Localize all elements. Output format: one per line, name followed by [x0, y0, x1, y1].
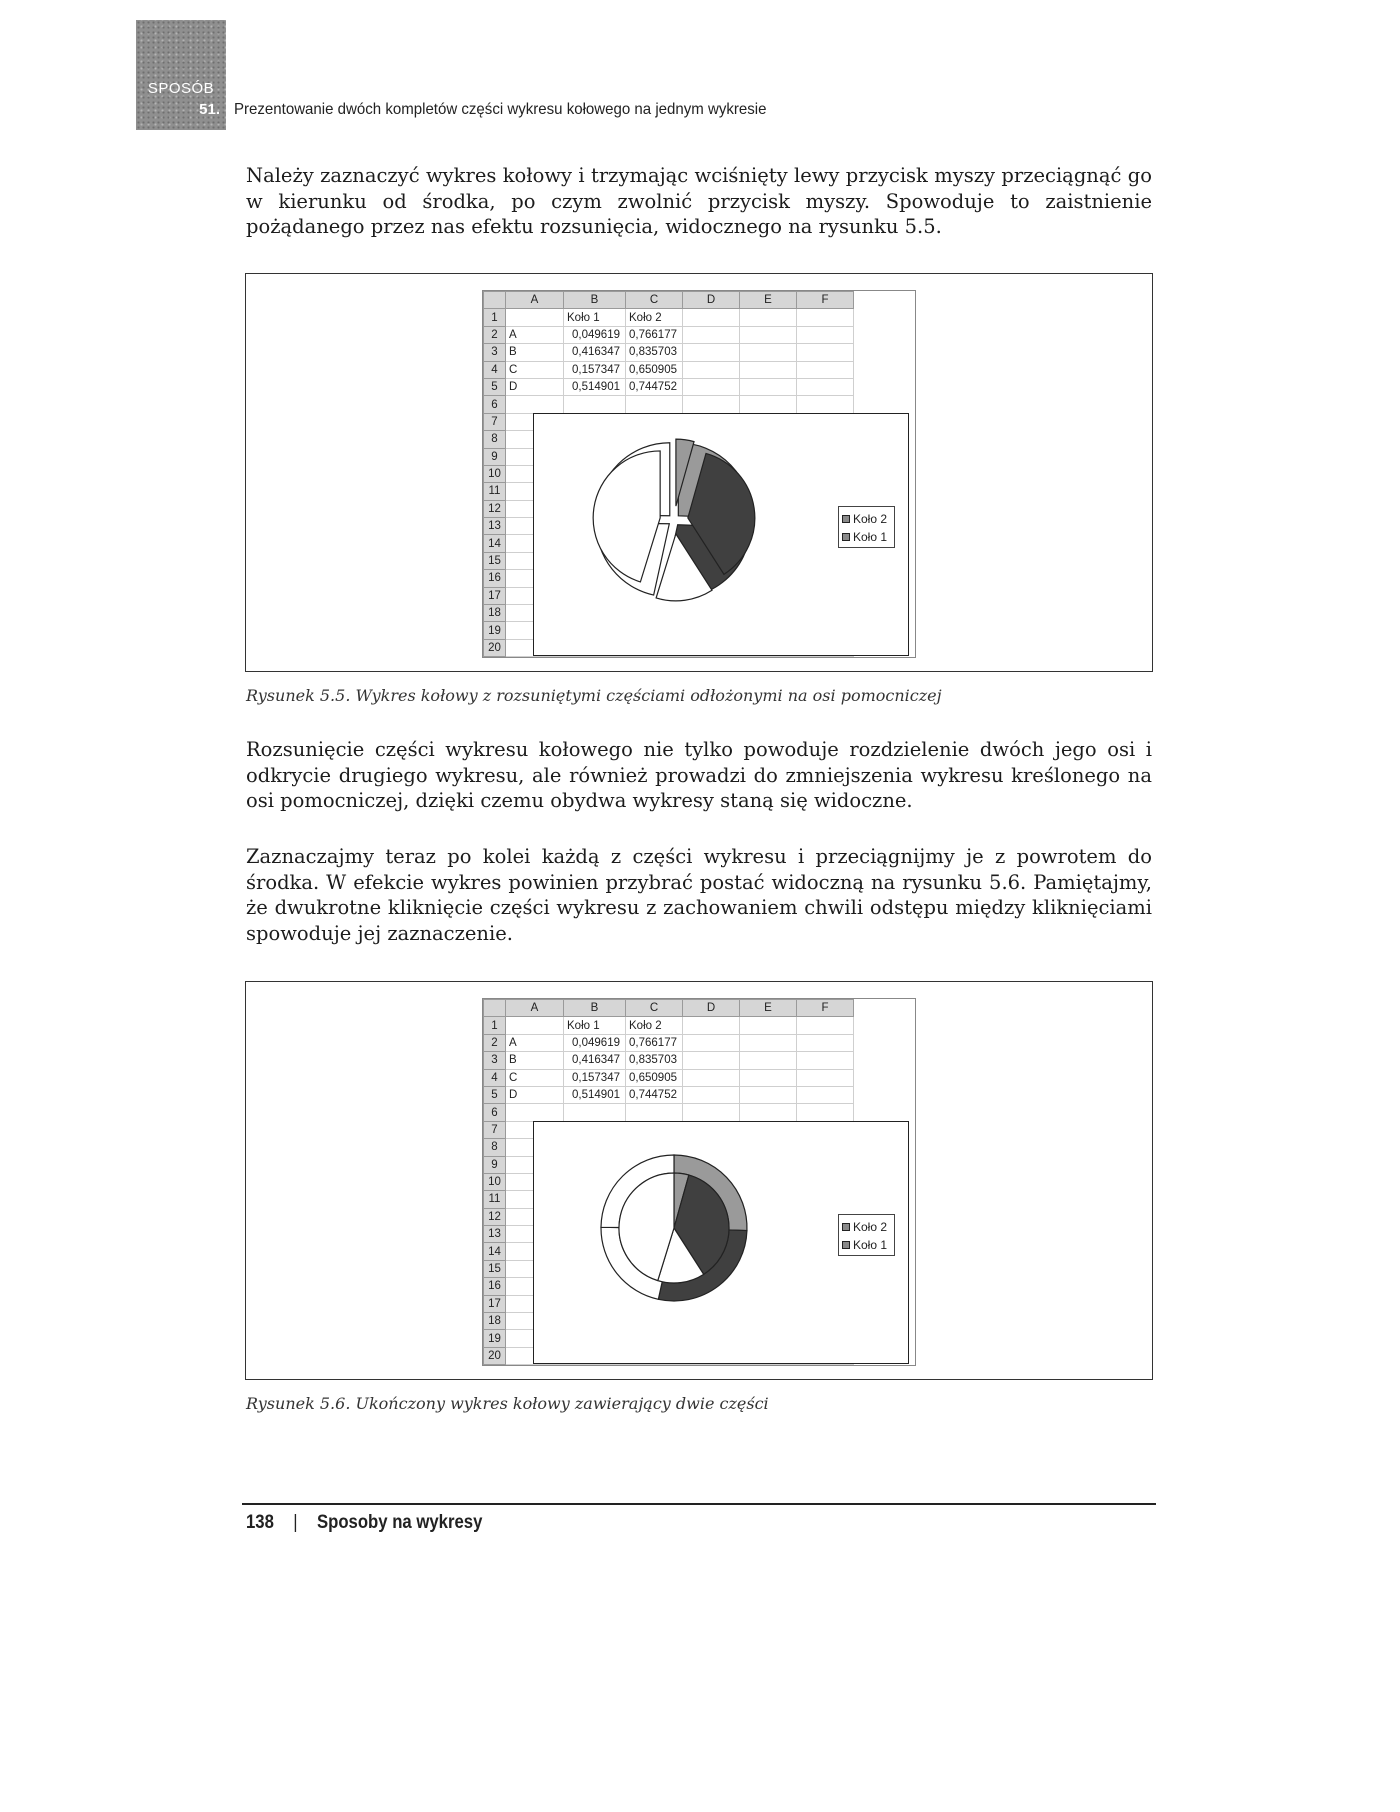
cell[interactable] — [740, 1052, 797, 1069]
row-header[interactable]: 14 — [484, 1243, 506, 1260]
cell[interactable]: D — [506, 378, 564, 395]
page-number: 138 — [246, 1512, 274, 1533]
cell[interactable] — [683, 1017, 740, 1034]
column-header[interactable]: F — [797, 292, 854, 309]
column-header[interactable]: D — [683, 292, 740, 309]
row-header[interactable]: 20 — [484, 639, 506, 656]
cell[interactable]: Koło 1 — [564, 1017, 626, 1034]
cell[interactable]: 0,514901 — [564, 378, 626, 395]
legend-item-kolo-2 — [842, 1218, 894, 1236]
row-header[interactable]: 12 — [484, 500, 506, 517]
row-header[interactable]: 7 — [484, 1121, 506, 1138]
paragraph-3: Zaznaczajmy teraz po kolei każdą z części wykresu i przeciągnijmy je z powrotem do środka. W efekcie wykres powinien przybrać postać widoczną na rysunku 5.6. Pamiętajmy, że dwukrotne kliknięcie części wykresu z zachowaniem chwili odstępu między kliknięciami spowoduje jej zaznaczenie. — [246, 845, 1152, 945]
row-header[interactable]: 2 — [484, 326, 506, 343]
cell[interactable]: 0,766177 — [626, 326, 683, 343]
row-header[interactable]: 16 — [484, 570, 506, 587]
cell[interactable]: 0,416347 — [564, 1052, 626, 1069]
row-header[interactable]: 1 — [484, 309, 506, 326]
cell[interactable] — [797, 1052, 854, 1069]
column-header[interactable]: A — [506, 292, 564, 309]
cell[interactable]: D — [506, 1086, 564, 1103]
spreadsheet — [482, 998, 916, 1366]
figure-5-6 — [245, 981, 1153, 1380]
cell[interactable]: B — [506, 344, 564, 361]
legend-swatch — [842, 533, 850, 541]
cell[interactable] — [506, 1017, 564, 1034]
cell[interactable] — [740, 361, 797, 378]
cell[interactable] — [740, 1086, 797, 1103]
cell[interactable]: C — [506, 361, 564, 378]
row-header[interactable]: 15 — [484, 552, 506, 569]
legend-item-kolo-2 — [842, 510, 894, 528]
cell[interactable]: A — [506, 1034, 564, 1051]
column-header[interactable]: C — [626, 292, 683, 309]
row-header[interactable]: 1 — [484, 1017, 506, 1034]
table-row — [484, 1086, 854, 1103]
row-header[interactable]: 10 — [484, 1173, 506, 1190]
paragraph-1: Należy zaznaczyć wykres kołowy i trzymając wciśnięty lewy przycisk myszy przeciągnąć go w kierunku od środka, po czym zwolnić przycisk myszy. Spowoduje to zaistnienie pożądanego przez nas efektu rozsunięcia, widocznego na rysunku 5.5. — [246, 164, 1152, 238]
chart-legend — [838, 506, 895, 548]
row-header[interactable]: 12 — [484, 1208, 506, 1225]
table-row — [484, 1052, 854, 1069]
cell[interactable]: 0,514901 — [564, 1086, 626, 1103]
cell[interactable] — [683, 378, 740, 395]
table-row — [484, 378, 854, 395]
cell[interactable]: 0,416347 — [564, 344, 626, 361]
row-header[interactable]: 6 — [484, 396, 506, 413]
cell[interactable] — [564, 1104, 626, 1121]
legend-label: Koło 2 — [853, 512, 888, 526]
cell[interactable] — [797, 309, 854, 326]
cell[interactable] — [797, 344, 854, 361]
cell[interactable] — [626, 1104, 683, 1121]
chart-area — [533, 1121, 909, 1364]
cell[interactable] — [740, 1034, 797, 1051]
cell[interactable] — [740, 326, 797, 343]
row-header[interactable]: 16 — [484, 1278, 506, 1295]
cell[interactable] — [740, 1017, 797, 1034]
row-header[interactable]: 9 — [484, 448, 506, 465]
select-all-corner[interactable] — [484, 1000, 506, 1017]
spreadsheet — [482, 290, 916, 658]
table-row — [484, 361, 854, 378]
cell[interactable] — [683, 326, 740, 343]
figure-caption-1: Rysunek 5.5. Wykres kołowy z rozsuniętymi częściami odłożonymi na osi pomocniczej — [246, 686, 942, 705]
table-row — [484, 1104, 854, 1121]
table-row — [484, 1034, 854, 1051]
table-row — [484, 309, 854, 326]
row-header[interactable]: 20 — [484, 1347, 506, 1364]
cell[interactable] — [683, 1069, 740, 1086]
row-header[interactable]: 6 — [484, 1104, 506, 1121]
row-header[interactable]: 8 — [484, 431, 506, 448]
row-header[interactable]: 13 — [484, 518, 506, 535]
row-header[interactable]: 19 — [484, 1330, 506, 1347]
cell[interactable] — [564, 396, 626, 413]
row-header[interactable]: 7 — [484, 413, 506, 430]
cell[interactable] — [797, 361, 854, 378]
row-header[interactable]: 18 — [484, 1313, 506, 1330]
cell[interactable] — [506, 396, 564, 413]
cell[interactable] — [683, 344, 740, 361]
column-header[interactable]: E — [740, 292, 797, 309]
legend-swatch — [842, 1223, 850, 1231]
legend-swatch — [842, 1241, 850, 1249]
legend-label: Koło 1 — [853, 530, 888, 544]
cell[interactable] — [797, 326, 854, 343]
running-header-title: Prezentowanie dwóch kompletów części wykresu kołowego na jednym wykresie — [234, 101, 767, 118]
cell[interactable]: 0,835703 — [626, 344, 683, 361]
cell[interactable]: B — [506, 1052, 564, 1069]
cell[interactable]: 0,650905 — [626, 1069, 683, 1086]
row-header[interactable]: 4 — [484, 1069, 506, 1086]
column-header[interactable]: B — [564, 292, 626, 309]
select-all-corner[interactable] — [484, 292, 506, 309]
cell[interactable] — [797, 1034, 854, 1051]
cell[interactable]: 0,650905 — [626, 361, 683, 378]
column-header[interactable]: A — [506, 1000, 564, 1017]
figure-caption-2: Rysunek 5.6. Ukończony wykres kołowy zawierający dwie części — [246, 1394, 769, 1413]
cell[interactable]: A — [506, 326, 564, 343]
legend-label: Koło 1 — [853, 1238, 888, 1252]
cell[interactable]: 0,157347 — [564, 361, 626, 378]
cell[interactable] — [683, 361, 740, 378]
cell[interactable] — [683, 309, 740, 326]
legend-item-kolo-1 — [842, 1236, 894, 1254]
row-header[interactable]: 5 — [484, 378, 506, 395]
row-header[interactable]: 10 — [484, 465, 506, 482]
book-title: Sposoby na wykresy — [316, 1512, 483, 1533]
row-header[interactable]: 2 — [484, 1034, 506, 1051]
cell[interactable] — [683, 396, 740, 413]
cell[interactable]: Koło 2 — [626, 1017, 683, 1034]
chart-legend — [838, 1214, 895, 1256]
legend-item-kolo-1 — [842, 528, 894, 546]
row-header[interactable]: 17 — [484, 587, 506, 604]
paragraph-2: Rozsunięcie części wykresu kołowego nie tylko powoduje rozdzielenie dwóch jego osi i odkrycie drugiego wykresu, ale również prowadzi do zmniejszenia wykresu kreślonego na osi pomocniczej, dzięki czemu obydwa wykresy staną się widoczne. — [246, 738, 1152, 812]
cell[interactable] — [797, 396, 854, 413]
column-header[interactable]: B — [564, 1000, 626, 1017]
page-footer — [246, 1512, 482, 1534]
cell[interactable]: 0,835703 — [626, 1052, 683, 1069]
cell[interactable]: 0,744752 — [626, 1086, 683, 1103]
figure-5-5 — [245, 273, 1153, 672]
row-header[interactable]: 18 — [484, 605, 506, 622]
table-row — [484, 1017, 854, 1034]
row-header[interactable]: 15 — [484, 1260, 506, 1277]
cell[interactable] — [740, 344, 797, 361]
cell[interactable] — [740, 1069, 797, 1086]
row-header[interactable]: 19 — [484, 622, 506, 639]
cell[interactable] — [797, 1017, 854, 1034]
cell[interactable] — [683, 1104, 740, 1121]
cell[interactable] — [797, 1104, 854, 1121]
row-header[interactable]: 13 — [484, 1226, 506, 1243]
row-header[interactable]: 17 — [484, 1295, 506, 1312]
cell[interactable] — [797, 1069, 854, 1086]
cell[interactable]: Koło 1 — [564, 309, 626, 326]
chart-area — [533, 413, 909, 656]
row-header[interactable]: 9 — [484, 1156, 506, 1173]
cell[interactable] — [506, 1104, 564, 1121]
cell[interactable] — [740, 396, 797, 413]
row-header[interactable]: 14 — [484, 535, 506, 552]
table-row — [484, 1069, 854, 1086]
cell[interactable] — [740, 309, 797, 326]
column-header[interactable]: E — [740, 1000, 797, 1017]
row-header[interactable]: 5 — [484, 1086, 506, 1103]
cell[interactable]: 0,744752 — [626, 378, 683, 395]
cell[interactable] — [797, 378, 854, 395]
column-header[interactable]: C — [626, 1000, 683, 1017]
cell[interactable] — [740, 1104, 797, 1121]
cell[interactable] — [626, 396, 683, 413]
cell[interactable] — [683, 1034, 740, 1051]
row-header[interactable]: 11 — [484, 1191, 506, 1208]
row-header[interactable]: 3 — [484, 1052, 506, 1069]
table-row — [484, 344, 854, 361]
legend-label: Koło 2 — [853, 1220, 888, 1234]
cell[interactable] — [797, 1086, 854, 1103]
row-header[interactable]: 8 — [484, 1139, 506, 1156]
footer-separator: | — [293, 1512, 298, 1533]
cell[interactable] — [740, 378, 797, 395]
row-header[interactable]: 3 — [484, 344, 506, 361]
column-header[interactable]: D — [683, 1000, 740, 1017]
column-header[interactable]: F — [797, 1000, 854, 1017]
section-badge-label: SPOSÓB — [147, 80, 215, 97]
section-badge-number: 51. — [199, 101, 220, 118]
cell[interactable]: 0,766177 — [626, 1034, 683, 1051]
footer-rule — [242, 1503, 1156, 1505]
row-header[interactable]: 4 — [484, 361, 506, 378]
row-header[interactable]: 11 — [484, 483, 506, 500]
cell[interactable]: Koło 2 — [626, 309, 683, 326]
cell[interactable]: C — [506, 1069, 564, 1086]
cell[interactable]: 0,049619 — [564, 1034, 626, 1051]
cell[interactable]: 0,049619 — [564, 326, 626, 343]
legend-swatch — [842, 515, 850, 523]
table-row — [484, 396, 854, 413]
cell[interactable]: 0,157347 — [564, 1069, 626, 1086]
cell[interactable] — [506, 309, 564, 326]
cell[interactable] — [683, 1052, 740, 1069]
table-row — [484, 326, 854, 343]
cell[interactable] — [683, 1086, 740, 1103]
